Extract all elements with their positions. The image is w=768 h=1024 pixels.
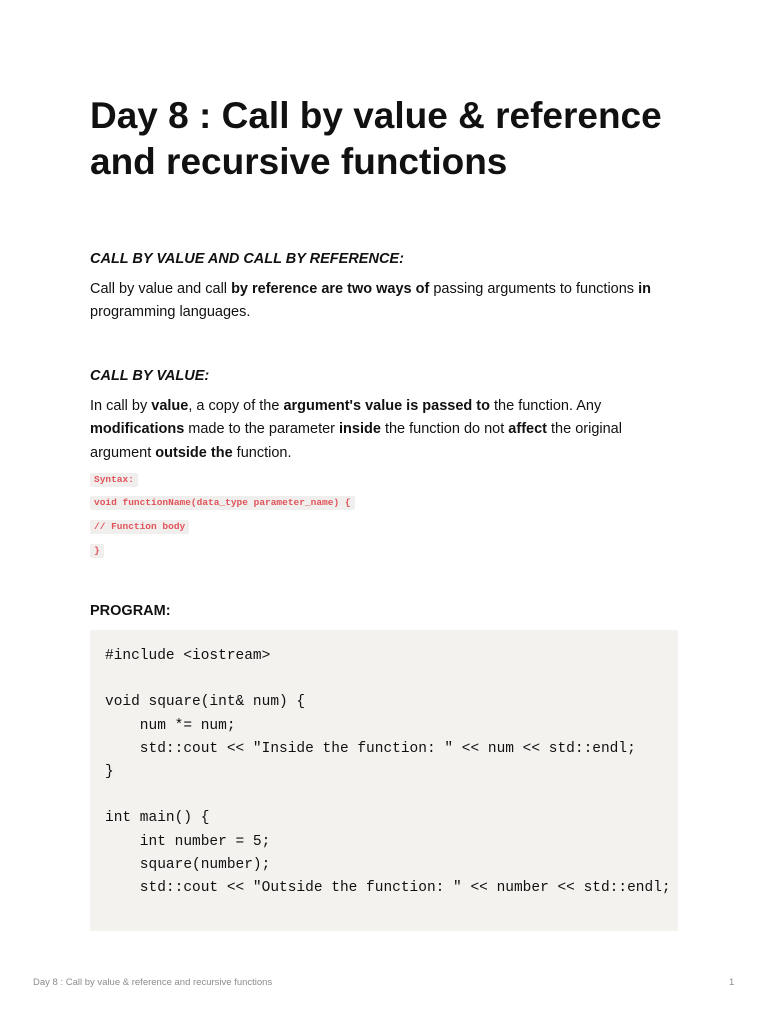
text-run: the function. Any xyxy=(490,398,602,414)
text-run: programming languages. xyxy=(90,304,251,321)
section-heading-call-by-value: CALL BY VALUE: xyxy=(90,368,210,384)
footer-page-number: 1 xyxy=(729,977,735,988)
syntax-label-code: Syntax: xyxy=(90,473,138,487)
program-code: #include <iostream> void square(int& num) { num *= num; std::cout << "Inside the function: " << num << std::endl; } int main() { int number = 5; square(number); std::cout << "Outside the function: " << number << std::endl; xyxy=(105,648,671,897)
syntax-signature-code: void functionName(data_type parameter_name) { xyxy=(90,496,355,510)
text-run: made to the parameter xyxy=(184,421,340,438)
text-run: , a copy of the xyxy=(188,398,284,414)
section-paragraph-call-by-value xyxy=(90,395,682,465)
section-heading-call-by-value-and-reference: CALL BY VALUE AND CALL BY REFERENCE: xyxy=(90,251,404,267)
bold-run: modifications xyxy=(90,421,185,438)
program-heading: PROGRAM: xyxy=(90,603,171,619)
text-run: the function do not xyxy=(380,421,509,438)
bold-run: value xyxy=(151,398,189,414)
page-title-line-2: and recursive functions xyxy=(90,141,508,182)
text-run: In call by xyxy=(90,398,152,414)
section-paragraph-intro xyxy=(90,278,682,325)
text-run: function. xyxy=(232,444,292,461)
text-run: passing arguments to functions xyxy=(429,281,639,297)
text-run: the original argument xyxy=(90,421,622,461)
footer-document-title: Day 8 : Call by value & reference and recursive functions xyxy=(33,977,273,988)
bold-run: by reference are two ways of xyxy=(231,281,430,297)
bold-run: affect xyxy=(508,421,547,438)
page-title-line-1: Day 8 : Call by value & reference xyxy=(90,95,662,136)
page-title xyxy=(90,93,690,185)
bold-run: inside xyxy=(339,421,381,438)
program-code-block xyxy=(90,630,678,931)
bold-run: outside the xyxy=(155,444,233,461)
syntax-comment-code: // Function body xyxy=(90,520,189,534)
bold-run: in xyxy=(638,281,651,297)
bold-run: argument's value is passed to xyxy=(283,398,490,414)
text-run: Call by value and call xyxy=(90,281,232,297)
syntax-closing-brace-code: } xyxy=(90,544,104,558)
